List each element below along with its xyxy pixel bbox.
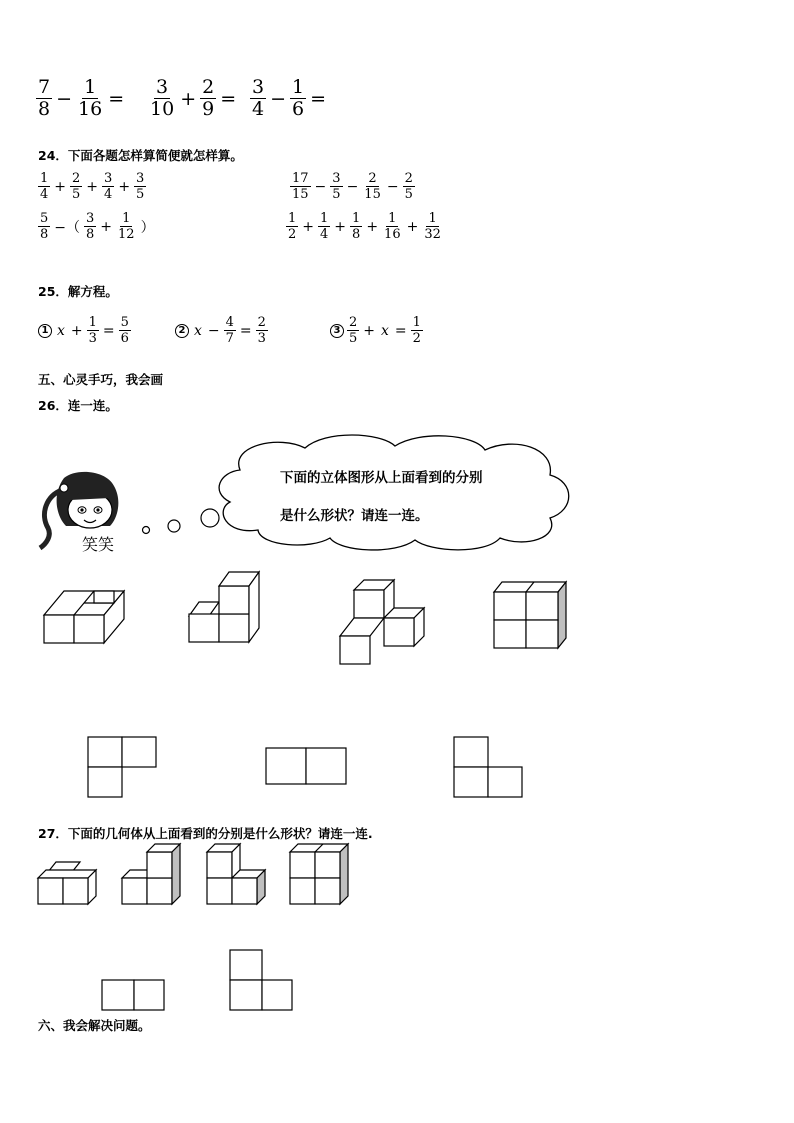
q26-title: 26．连一连。 [38, 398, 118, 413]
fraction: $\frac{1}{6}$ [292, 76, 305, 120]
q27-solid-4 [288, 842, 352, 908]
speech-cloud [130, 430, 590, 555]
solid-figure-2 [185, 568, 265, 644]
q23-expr-3: $\frac{3}{4}$ − $\frac{1}{6}$ = [252, 76, 327, 120]
section-5-title: 五、心灵手巧，我会画 [38, 372, 164, 387]
q24-expr-3: $\frac{5}{8}$ −（ $\frac{3}{8}$ + $\frac{1}{12}$ ） [40, 211, 155, 242]
q24-title: 24．下面各题怎样算简便就怎样算。 [38, 148, 243, 163]
top-view-3 [452, 735, 526, 801]
q25-title: 25．解方程。 [38, 284, 118, 299]
cloud-text-line-2: 是什么形状？请连一连。 [280, 508, 429, 524]
q25-equation-3: 3 $\frac{2}{5}$ + x = $\frac{1}{2}$ [330, 316, 423, 345]
q27-solid-1 [36, 858, 100, 908]
cloud-text-line-1: 下面的立体图形从上面看到的分别 [280, 470, 483, 486]
top-view-1 [86, 735, 158, 801]
fraction: $\frac{3}{4}$ [252, 76, 265, 120]
circled-number: 2 [175, 324, 189, 338]
circled-number: 3 [330, 324, 344, 338]
solid-figure-1 [40, 585, 130, 647]
fraction: $\frac{1}{16}$ [78, 76, 103, 120]
q25-equation-2: 2 x − $\frac{4}{7}$ = $\frac{2}{3}$ [175, 316, 268, 345]
q24-expr-1: $\frac{1}{4}$ + $\frac{2}{5}$ + $\frac{3}{4}$ + $\frac{3}{5}$ [40, 171, 145, 202]
fraction: $\frac{2}{9}$ [202, 76, 215, 120]
solid-figure-3 [336, 578, 428, 668]
q27-solid-2 [120, 842, 184, 908]
q27-top-view-2 [228, 948, 296, 1014]
q23-expr-2: $\frac{3}{10}$ + $\frac{2}{9}$ = [150, 76, 237, 120]
q24-expr-2: $\frac{17}{15}$ − $\frac{3}{5}$ − $\frac{2}{15}$ − $\frac{2}{5}$ [292, 171, 413, 202]
q27-title: 27．下面的几何体从上面看到的分别是什么形状？请连一连. [38, 826, 373, 841]
q24-expr-4: $\frac{1}{2}$ + $\frac{1}{4}$ + $\frac{1}{8}$ + $\frac{1}{16}$ + $\frac{1}{32}$ [288, 211, 441, 242]
q27-solid-3 [205, 842, 269, 908]
circled-number: 1 [38, 324, 52, 338]
q23-expr-1: $\frac{7}{8}$ − $\frac{1}{16}$ = [38, 76, 125, 120]
fraction: $\frac{3}{10}$ [150, 76, 175, 120]
character-name: 笑笑 [82, 535, 115, 554]
fraction: $\frac{7}{8}$ [38, 76, 51, 120]
q25-equation-1: 1 x + $\frac{1}{3}$ = $\frac{5}{6}$ [38, 316, 131, 345]
q27-top-view-1 [100, 978, 168, 1014]
section-6-title: 六、我会解决问题。 [38, 1018, 151, 1033]
top-view-2 [264, 746, 348, 786]
solid-figure-4 [490, 578, 570, 652]
